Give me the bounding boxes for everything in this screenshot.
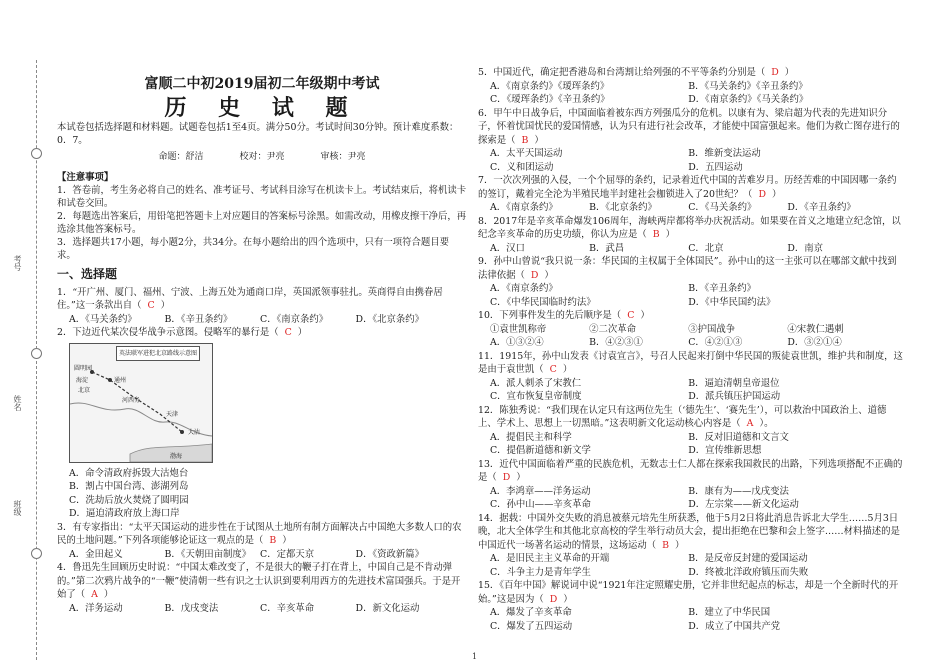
map-label: 大沽 — [188, 428, 201, 436]
option-item: C．《瑷珲条约》《辛丑条约》 — [490, 94, 610, 105]
question-item — [478, 579, 903, 633]
option-item: A．李鸿章——洋务运动 — [490, 485, 591, 497]
notice-item: 3．选择题共17小题，每小题2分，共34分。在每小题给出的四个选项中，只有一项符合题目要求。 — [57, 237, 450, 261]
question-text: 9．孙中山曾说“我只说一条：华民国的主权属于全体国民”。孙中山的这一主张可以在哪部文献中找到法律依据（ — [478, 256, 897, 281]
question-stem — [478, 107, 903, 148]
option-item: B．《马关条约》《辛丑条约》 — [688, 80, 808, 92]
option-item: B．《辛丑条约》 — [688, 283, 757, 294]
option-item: D．《中华民国约法》 — [688, 296, 776, 308]
answer-mark: D — [502, 472, 511, 483]
option-item: B．割占中国台湾、澎湖列岛 — [69, 481, 189, 492]
reviewer: 审核：尹亮 — [320, 152, 366, 162]
question-stem — [478, 309, 903, 323]
question-stem — [57, 286, 467, 313]
option-item: C．《马关条约》 — [688, 202, 757, 213]
answer-mark: A — [746, 418, 754, 429]
question-item — [478, 66, 903, 107]
option-item: D．《辛丑条约》 — [787, 202, 856, 213]
margin-label-id: 考号 — [13, 255, 22, 271]
option-list — [478, 282, 903, 309]
option-item: B．《北京条约》 — [589, 202, 657, 213]
exam-info: 本试卷包括选择题和材料题。试题卷包括1至4页。满分50分。考试时间30分钟。预计难度系数：0．7。 — [57, 122, 459, 146]
option-item: D．《北京条约》 — [355, 313, 424, 325]
margin-label-name: 姓名 — [13, 395, 22, 411]
option-list — [478, 147, 903, 174]
question-stem — [478, 512, 903, 553]
page-number: 1 — [472, 652, 478, 661]
notice-heading: 【注意事项】 — [57, 171, 114, 183]
question-close: ） — [665, 229, 676, 240]
option-item: B．④②③① — [589, 337, 643, 348]
option-item: D．终被北洋政府镇压而失败 — [688, 566, 809, 578]
option-item: B．戊戌变法 — [164, 602, 219, 614]
option-item: C．《南京条约》 — [260, 313, 329, 325]
question-close: ） — [784, 67, 795, 78]
map-label: 圆明园 — [74, 364, 93, 372]
question-close: ） — [563, 593, 573, 605]
option-item: C．孙中山——辛亥革命 — [490, 499, 591, 510]
question-stem — [478, 255, 903, 282]
option-item: B．《辛丑条约》 — [164, 313, 233, 325]
question-close: ） — [544, 269, 554, 281]
map-label: 北京 — [78, 386, 91, 394]
question-item — [57, 326, 467, 521]
question-close: ） — [160, 300, 171, 311]
question-stem — [478, 458, 903, 485]
margin-label-class: 班级 — [13, 500, 22, 516]
option-item: C．④②①③ — [688, 337, 743, 348]
map-title: 英法联军进犯北京路线示意图 — [116, 346, 200, 362]
map-label: 天津 — [166, 410, 179, 418]
option-item: C．北京 — [688, 242, 724, 254]
option-list — [478, 323, 903, 350]
option-item: A．《南京条约》 — [490, 283, 558, 294]
question-item — [478, 309, 903, 350]
option-list — [478, 606, 903, 633]
option-list — [57, 313, 467, 327]
question-close: ） — [675, 539, 685, 551]
answer-mark: D — [758, 188, 766, 200]
map-label: 河西务 — [122, 396, 141, 404]
exam-title: 富顺二中初2019届初二年级期中考试 — [144, 76, 380, 92]
option-item: D．派兵镇压护国运动 — [688, 391, 781, 402]
question-stem — [478, 350, 903, 377]
option-item: D．《南京条约》《马关条约》 — [688, 94, 809, 105]
question-text: 12．陈独秀说：“我们现在认定只有这两位先生（‘德先生’、‘赛先生’），可以救治中国政治上、道德上、学术上、思想上一切黑暗。”这表明新文化运动核心内容是（ — [478, 404, 887, 429]
option-item: A．命令清政府拆毁大沽炮台 — [69, 467, 189, 479]
answer-mark: B — [521, 134, 529, 146]
option-item: D．③②①④ — [787, 337, 842, 348]
question-list — [478, 66, 903, 633]
question-text: 1．“开广州、厦门、福州、宁波、上海五处为通商口岸，英国派领事驻扎。英商得自由携眷居住。”这一条款出自（ — [57, 286, 443, 311]
option-item: A．《南京条约》 — [490, 202, 558, 213]
question-close: ） — [640, 310, 650, 321]
question-item — [478, 174, 903, 215]
question-item — [57, 286, 467, 327]
question-close: ） — [771, 188, 782, 200]
option-item: D．新文化运动 — [355, 602, 420, 614]
question-stem — [478, 579, 903, 606]
option-item: A．金田起义 — [69, 548, 123, 560]
notice-item: 1．答卷前，考生务必将自己的姓名、准考证号、考试科目涂写在机读卡上。考试结束后，将机读卡和试卷交回。 — [57, 185, 467, 209]
option-item: B．《天朝田亩制度》 — [164, 548, 252, 560]
notice-item: 2．每题选出答案后，用铅笔把答题卡上对应题目的答案标号涂黑。如需改动，用橡皮擦干净后，再选涂其他答案标号。 — [57, 211, 467, 235]
question-item — [478, 458, 903, 512]
option-item: C．宣布恢复皇帝制度 — [490, 391, 582, 402]
question-text: 3．有专家指出：“太平天国运动的进步性在于试图从土地所有制方面解决占中国绝大多数人口的农民的土地问题。”下列各项能够论证这一观点的是（ — [57, 521, 462, 546]
option-item: D．成立了中国共产党 — [688, 620, 781, 632]
exam-meta — [57, 151, 467, 165]
answer-mark: B — [662, 539, 670, 551]
question-stem — [478, 215, 903, 242]
question-close: ） — [534, 134, 544, 146]
answer-mark: B — [269, 535, 277, 546]
answer-mark: C — [549, 364, 557, 375]
option-item: D．《资政新篇》 — [355, 548, 424, 560]
map-label: 海淀 — [76, 376, 89, 384]
option-item: C．斗争主力是青年学生 — [490, 566, 591, 578]
option-item: A．派人刺杀了宋教仁 — [490, 377, 582, 389]
option-list — [57, 602, 467, 616]
question-item — [478, 404, 903, 458]
option-item: A．是旧民主主义革命的开端 — [490, 553, 610, 564]
map-label: 通州 — [114, 376, 127, 384]
question-list — [57, 286, 467, 616]
option-list — [478, 552, 903, 579]
option-list — [478, 242, 903, 256]
option-item: D．五四运动 — [688, 161, 743, 173]
right-column — [478, 66, 903, 633]
option-item: A．汉口 — [490, 242, 525, 254]
option-item: B．康有为——戊戌变法 — [688, 485, 789, 497]
author: 命题：舒洁 — [158, 152, 204, 162]
question-text: 4．鲁迅先生回顾历史时说：“中国太难改变了，不是很大的鞭子打在背上，中国自己是不肯动弹的。”第二次鸦片战争的“一鞭”使清朝一些有识之士认识到要利用西方的先进技术富国强兵。于是开始了（ — [57, 562, 461, 600]
question-close: ）。 — [759, 418, 774, 429]
question-close: ） — [103, 589, 114, 600]
option-item: D．宣传维新思想 — [688, 445, 762, 456]
question-stem — [478, 66, 903, 80]
option-list — [478, 431, 903, 458]
binding-hole — [31, 148, 42, 159]
question-item — [478, 107, 903, 175]
question-close: ） — [297, 327, 308, 338]
option-list — [478, 80, 903, 107]
answer-mark: D — [530, 269, 539, 281]
option-item: B．是反帝反封建的爱国运动 — [688, 553, 808, 564]
answer-mark: C — [284, 327, 292, 338]
option-item: C．定都天京 — [260, 548, 315, 560]
question-text: 8．2017年是辛亥革命爆发106周年，海峡两岸都将举办庆祝活动。如果要在首义之地建立纪念馆，以纪念辛亥革命的历史功绩，你认为应是（ — [478, 215, 901, 240]
proofreader: 校对：尹亮 — [239, 152, 285, 162]
option-item: D．逼迫清政府放上海口岸 — [69, 508, 180, 519]
option-item: A．提倡民主和科学 — [490, 431, 572, 443]
option-item: C．义和团运动 — [490, 161, 554, 173]
question-text: 6．甲午中日战争后，中国面临着被东西方列强瓜分的危机。以康有为、梁启超为代表的先进知识分子，怀着忧国忧民的爱国情感，认为只有进行社会改革，才能使中国富强起来。他们为救亡图存进行的探索是（ — [478, 107, 900, 146]
question-stem — [478, 174, 903, 201]
section-heading: 一、选择题 — [57, 267, 118, 281]
map-label: 渤海 — [170, 452, 183, 460]
question-text: 2．下边近代某次侵华战争示意图。侵略军的暴行是（ — [57, 327, 279, 338]
option-item: B．建立了中华民国 — [688, 607, 771, 618]
question-item — [478, 215, 903, 256]
question-close: ） — [282, 535, 292, 546]
question-close: ） — [516, 472, 526, 483]
question-item — [57, 561, 467, 615]
binding-hole — [31, 548, 42, 559]
question-stem — [57, 521, 467, 548]
option-item: C．《中华民国临时约法》 — [490, 296, 596, 308]
question-text: 13．近代中国面临着严重的民族危机，无数志士仁人都在探索我国救民的出路，下列选项搭配不正确的是（ — [478, 458, 903, 483]
left-column — [57, 66, 467, 615]
option-item: D．左宗棠——新文化运动 — [688, 499, 799, 510]
question-text: 11．1915年，孙中山发表《讨袁宣言》，号召人民起来打倒中华民国的叛徒袁世凯，维护共和制度，这是由于袁世凯（ — [478, 350, 903, 375]
option-item: ③护国战争 — [688, 323, 736, 335]
option-list — [478, 201, 903, 215]
option-item: C．洗劫后放火焚烧了圆明园 — [69, 494, 189, 506]
question-text: 10．下列事件发生的先后顺序是（ — [478, 310, 622, 321]
option-item: B．武昌 — [589, 242, 625, 254]
option-list — [478, 485, 903, 512]
option-item: C．爆发了五四运动 — [490, 620, 573, 632]
option-item: B．逼迫清朝皇帝退位 — [688, 377, 780, 389]
option-item: ②二次革命 — [589, 323, 636, 335]
option-list — [57, 467, 467, 521]
option-item: ①袁世凯称帝 — [490, 323, 547, 335]
question-item — [478, 512, 903, 580]
answer-mark: D — [771, 67, 779, 78]
answer-mark: B — [652, 229, 660, 240]
question-item — [478, 255, 903, 309]
question-text: 7．一次次列强的入侵，一个个屈辱的条约，记录着近代中国的苦难岁月。历经苦难的中国因哪一条约的签订，戴着完全沦为半殖民地半封建社会枷锁进入了20世纪？（ — [478, 175, 897, 200]
question-text: 15．《百年中国》解说词中说“1921年注定照耀史册，它并非世纪起点的标志，却是一个全新时代的开始。”这是因为（ — [478, 580, 899, 605]
option-item: A．《马关条约》 — [69, 313, 137, 325]
question-text: 14．据载：中国外交失败的消息被蔡元培先生所获悉，他于5月2日将此消息告诉北大学生……5月3日晚，北大全体学生和其他北京高校的学生举行动员大会，提出拒绝在巴黎和会上签字……材料描述的是中国近代一场著名运动的情景，这场运动（ — [478, 512, 900, 551]
option-item: B．反对旧道德和文言文 — [688, 431, 789, 443]
answer-mark: A — [91, 589, 98, 600]
exam-subtitle: 历 史 试 题 — [164, 94, 360, 121]
invasion-route-map — [69, 343, 213, 463]
answer-mark: C — [627, 310, 635, 321]
question-stem — [478, 404, 903, 431]
binding-hole — [31, 348, 42, 359]
question-item — [478, 350, 903, 404]
option-item: ④宋教仁遇刺 — [787, 323, 844, 335]
question-close: ） — [562, 364, 573, 375]
question-item — [57, 521, 467, 562]
question-stem — [57, 326, 467, 340]
answer-mark: C — [147, 300, 155, 311]
option-list — [57, 548, 467, 562]
option-item: A．太平天国运动 — [490, 148, 563, 159]
option-item: C．辛亥革命 — [260, 602, 315, 614]
option-item: D．南京 — [787, 242, 823, 254]
question-text: 5．中国近代，确定把香港岛和台湾割让给列强的不平等条约分别是（ — [478, 67, 766, 78]
option-item: A．《南京条约》《瑷珲条约》 — [490, 80, 610, 92]
option-item: A．①③②④ — [490, 337, 544, 348]
answer-mark: D — [549, 593, 558, 605]
option-item: A．洋务运动 — [69, 602, 123, 614]
option-item: A．爆发了辛亥革命 — [490, 607, 572, 618]
option-item: C．提倡新道德和新文学 — [490, 445, 591, 456]
question-stem — [57, 561, 467, 602]
option-list — [478, 377, 903, 404]
option-item: B．维新变法运动 — [688, 148, 761, 159]
